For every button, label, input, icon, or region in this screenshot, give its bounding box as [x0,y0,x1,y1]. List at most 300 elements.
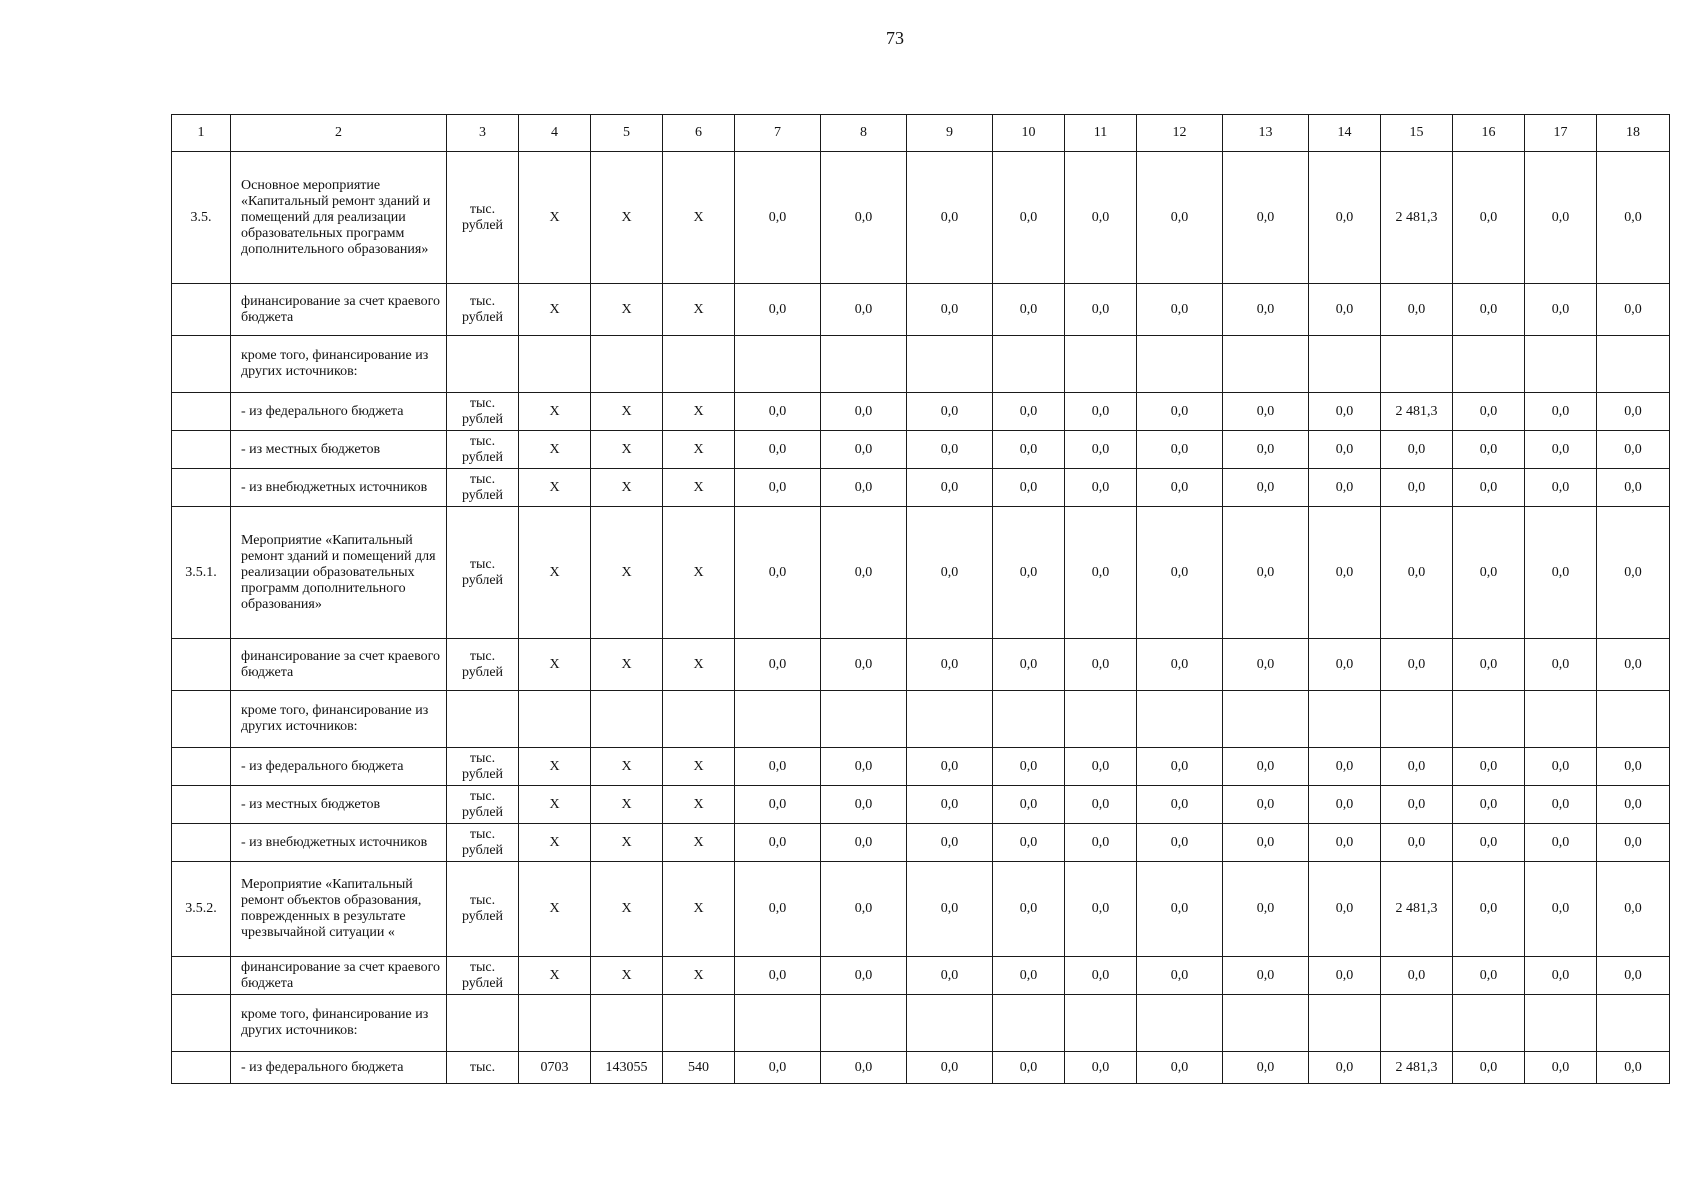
row-value-cell: 0,0 [821,957,907,995]
row-value-cell: 0,0 [1381,824,1453,862]
row-value-cell: 0,0 [1137,957,1223,995]
row-value-cell: 0,0 [907,748,993,786]
row-code-cell: X [519,786,591,824]
row-value-cell [821,691,907,748]
row-unit-cell: тыс. рублей [447,862,519,957]
table-row [172,469,1670,507]
row-value-cell: 0,0 [1453,152,1525,284]
row-value-cell: 0,0 [1309,507,1381,639]
row-value-cell: 0,0 [821,862,907,957]
row-value-cell [1381,691,1453,748]
row-value-cell: 0,0 [1453,748,1525,786]
row-value-cell: 0,0 [735,639,821,691]
table-row [172,995,1670,1052]
row-number-cell [172,824,231,862]
row-number-cell [172,431,231,469]
row-value-cell [907,336,993,393]
row-number-cell [172,284,231,336]
row-value-cell: 0,0 [1223,1052,1309,1084]
row-value-cell: 0,0 [1223,786,1309,824]
row-value-cell: 0,0 [1381,957,1453,995]
header-cell: 5 [591,115,663,152]
row-code-cell: 540 [663,1052,735,1084]
budget-table [171,114,1670,1084]
row-code-cell: X [663,469,735,507]
row-value-cell: 0,0 [1597,957,1670,995]
row-number-cell [172,1052,231,1084]
row-value-cell: 0,0 [821,469,907,507]
row-unit-cell: тыс. рублей [447,431,519,469]
row-value-cell: 0,0 [1597,393,1670,431]
row-code-cell: X [663,393,735,431]
row-value-cell: 0,0 [1065,507,1137,639]
row-value-cell: 0,0 [993,957,1065,995]
row-value-cell: 0,0 [821,1052,907,1084]
row-value-cell: 0,0 [1065,639,1137,691]
row-value-cell: 0,0 [1065,824,1137,862]
row-unit-cell: тыс. рублей [447,507,519,639]
row-value-cell: 0,0 [821,824,907,862]
row-value-cell: 0,0 [1525,1052,1597,1084]
header-cell: 10 [993,115,1065,152]
row-value-cell: 0,0 [1453,786,1525,824]
row-value-cell: 2 481,3 [1381,152,1453,284]
row-value-cell: 2 481,3 [1381,1052,1453,1084]
row-code-cell: X [663,152,735,284]
row-value-cell: 0,0 [1525,957,1597,995]
row-code-cell [591,691,663,748]
row-value-cell: 0,0 [993,393,1065,431]
row-description-cell: - из местных бюджетов [231,786,447,824]
row-value-cell: 0,0 [907,431,993,469]
row-value-cell [993,995,1065,1052]
header-cell: 15 [1381,115,1453,152]
row-code-cell [519,336,591,393]
row-code-cell [663,995,735,1052]
table-row [172,1052,1670,1084]
row-unit-cell: тыс. рублей [447,786,519,824]
row-value-cell [1065,995,1137,1052]
row-value-cell: 0,0 [993,507,1065,639]
row-value-cell: 0,0 [1137,431,1223,469]
row-value-cell: 0,0 [1309,824,1381,862]
row-value-cell: 0,0 [907,507,993,639]
row-value-cell: 0,0 [1525,507,1597,639]
row-value-cell: 0,0 [1137,393,1223,431]
row-number-cell [172,957,231,995]
row-value-cell: 0,0 [1309,284,1381,336]
row-code-cell: X [591,862,663,957]
header-cell: 3 [447,115,519,152]
row-value-cell: 0,0 [1137,862,1223,957]
table-row [172,957,1670,995]
row-code-cell: X [591,957,663,995]
table-row [172,824,1670,862]
row-value-cell: 0,0 [1597,152,1670,284]
row-value-cell: 0,0 [1525,786,1597,824]
row-code-cell: X [519,957,591,995]
row-description-cell: - из федерального бюджета [231,1052,447,1084]
row-value-cell: 0,0 [1525,824,1597,862]
row-value-cell: 0,0 [1065,393,1137,431]
row-value-cell: 0,0 [1381,507,1453,639]
row-value-cell: 0,0 [993,862,1065,957]
row-value-cell: 0,0 [993,748,1065,786]
row-value-cell: 0,0 [1453,393,1525,431]
row-value-cell: 0,0 [1453,431,1525,469]
row-value-cell: 0,0 [1065,152,1137,284]
row-description-cell: кроме того, финансирование из других источников: [231,336,447,393]
row-value-cell: 0,0 [1309,393,1381,431]
row-value-cell: 0,0 [1137,824,1223,862]
row-number-cell [172,336,231,393]
row-value-cell: 0,0 [993,152,1065,284]
row-value-cell: 0,0 [993,284,1065,336]
row-value-cell: 0,0 [1065,786,1137,824]
row-code-cell: X [591,639,663,691]
row-value-cell: 0,0 [1223,469,1309,507]
table-row [172,336,1670,393]
row-unit-cell: тыс. рублей [447,824,519,862]
row-value-cell: 0,0 [907,862,993,957]
row-value-cell: 0,0 [821,748,907,786]
row-number-cell [172,639,231,691]
row-value-cell [1065,336,1137,393]
header-cell: 12 [1137,115,1223,152]
row-code-cell: X [663,284,735,336]
row-value-cell [1223,691,1309,748]
row-number-cell [172,469,231,507]
row-value-cell: 0,0 [1525,152,1597,284]
row-value-cell [1453,995,1525,1052]
header-cell: 9 [907,115,993,152]
row-value-cell [1525,336,1597,393]
row-code-cell: X [519,748,591,786]
row-description-cell: - из федерального бюджета [231,748,447,786]
row-value-cell: 0,0 [735,284,821,336]
row-value-cell: 0,0 [821,152,907,284]
row-value-cell: 0,0 [1597,862,1670,957]
row-value-cell: 0,0 [1381,748,1453,786]
row-value-cell: 0,0 [993,469,1065,507]
row-code-cell [591,995,663,1052]
row-value-cell: 0,0 [993,431,1065,469]
row-code-cell: X [663,957,735,995]
row-value-cell: 0,0 [1453,824,1525,862]
row-value-cell: 0,0 [735,862,821,957]
row-value-cell: 0,0 [1453,469,1525,507]
row-value-cell: 0,0 [1597,431,1670,469]
header-cell: 17 [1525,115,1597,152]
header-cell: 8 [821,115,907,152]
row-code-cell [663,336,735,393]
row-value-cell [1137,691,1223,748]
row-value-cell: 0,0 [1223,507,1309,639]
row-value-cell: 0,0 [821,507,907,639]
row-value-cell [907,995,993,1052]
row-value-cell: 0,0 [735,957,821,995]
row-value-cell: 0,0 [1453,284,1525,336]
row-value-cell: 0,0 [1065,957,1137,995]
page-number: 73 [886,28,904,48]
row-code-cell: X [591,152,663,284]
row-value-cell: 0,0 [907,393,993,431]
row-value-cell [1597,336,1670,393]
row-value-cell: 0,0 [1381,284,1453,336]
row-value-cell [735,691,821,748]
row-value-cell: 0,0 [1309,862,1381,957]
row-code-cell: X [591,748,663,786]
row-description-cell: - из внебюджетных источников [231,469,447,507]
row-code-cell: X [663,824,735,862]
row-value-cell: 0,0 [735,1052,821,1084]
row-value-cell: 0,0 [1597,1052,1670,1084]
row-code-cell: X [663,639,735,691]
row-value-cell: 0,0 [993,824,1065,862]
row-value-cell [1309,995,1381,1052]
row-value-cell [1381,336,1453,393]
header-cell: 6 [663,115,735,152]
row-value-cell: 0,0 [1309,748,1381,786]
table-row [172,639,1670,691]
header-cell: 14 [1309,115,1381,152]
row-value-cell [907,691,993,748]
row-value-cell: 0,0 [735,393,821,431]
row-value-cell [735,995,821,1052]
row-value-cell: 0,0 [1381,469,1453,507]
row-code-cell: X [663,862,735,957]
header-cell: 16 [1453,115,1525,152]
row-value-cell: 0,0 [1137,1052,1223,1084]
table-row [172,393,1670,431]
row-value-cell: 0,0 [907,1052,993,1084]
row-value-cell: 0,0 [907,824,993,862]
header-cell: 11 [1065,115,1137,152]
row-value-cell: 2 481,3 [1381,393,1453,431]
table-row [172,786,1670,824]
row-value-cell: 0,0 [1137,284,1223,336]
row-value-cell: 0,0 [1137,152,1223,284]
row-value-cell: 0,0 [1453,1052,1525,1084]
table-row [172,152,1670,284]
header-cell: 4 [519,115,591,152]
row-description-cell: - из местных бюджетов [231,431,447,469]
row-value-cell [1453,336,1525,393]
row-code-cell: X [663,748,735,786]
header-cell: 1 [172,115,231,152]
row-value-cell [1597,691,1670,748]
table-body [172,115,1670,1084]
row-value-cell: 0,0 [1525,862,1597,957]
row-value-cell [1381,995,1453,1052]
row-value-cell: 0,0 [821,431,907,469]
row-unit-cell: тыс. рублей [447,393,519,431]
row-code-cell: X [663,786,735,824]
row-value-cell: 0,0 [821,284,907,336]
row-value-cell: 0,0 [1137,639,1223,691]
row-value-cell: 0,0 [1223,824,1309,862]
row-value-cell [1525,995,1597,1052]
row-value-cell: 0,0 [907,786,993,824]
row-code-cell: X [591,431,663,469]
row-value-cell: 0,0 [735,469,821,507]
row-unit-cell [447,995,519,1052]
row-code-cell: X [591,507,663,639]
row-value-cell: 0,0 [821,393,907,431]
row-unit-cell: тыс. рублей [447,748,519,786]
row-code-cell: X [519,824,591,862]
row-code-cell: X [519,639,591,691]
row-code-cell: X [663,431,735,469]
row-code-cell: X [591,284,663,336]
row-value-cell: 0,0 [1453,639,1525,691]
row-value-cell: 0,0 [821,786,907,824]
row-value-cell [1525,691,1597,748]
row-value-cell: 0,0 [1223,152,1309,284]
row-value-cell: 0,0 [1309,1052,1381,1084]
row-code-cell: X [591,786,663,824]
row-value-cell: 0,0 [1525,748,1597,786]
row-value-cell: 0,0 [735,786,821,824]
row-code-cell: X [519,152,591,284]
row-value-cell [1597,995,1670,1052]
header-row [172,115,1670,152]
row-code-cell: 0703 [519,1052,591,1084]
row-number-cell: 3.5. [172,152,231,284]
row-description-cell: кроме того, финансирование из других источников: [231,995,447,1052]
row-unit-cell [447,336,519,393]
row-value-cell: 0,0 [993,786,1065,824]
header-cell: 7 [735,115,821,152]
row-description-cell: финансирование за счет краевого бюджета [231,957,447,995]
row-value-cell: 0,0 [735,824,821,862]
row-code-cell [591,336,663,393]
table-row [172,748,1670,786]
row-value-cell: 0,0 [1137,469,1223,507]
row-value-cell: 0,0 [1065,862,1137,957]
row-value-cell: 0,0 [1137,507,1223,639]
row-value-cell: 0,0 [1137,786,1223,824]
row-value-cell: 0,0 [1381,639,1453,691]
row-value-cell: 0,0 [1525,431,1597,469]
row-value-cell: 0,0 [1381,786,1453,824]
table-row [172,691,1670,748]
row-value-cell [821,336,907,393]
row-code-cell: X [663,507,735,639]
table-row [172,862,1670,957]
row-value-cell: 0,0 [1597,639,1670,691]
row-code-cell: X [519,393,591,431]
row-value-cell: 0,0 [1065,469,1137,507]
row-value-cell: 0,0 [1223,748,1309,786]
row-value-cell: 0,0 [907,152,993,284]
row-description-cell: Основное мероприятие «Капитальный ремонт зданий и помещений для реализации образовательных программ дополнительного образования» [231,152,447,284]
row-value-cell [1223,995,1309,1052]
row-unit-cell: тыс. рублей [447,152,519,284]
row-value-cell [1065,691,1137,748]
row-unit-cell [447,691,519,748]
row-value-cell: 0,0 [821,639,907,691]
row-value-cell: 0,0 [1597,786,1670,824]
row-value-cell [1223,336,1309,393]
row-value-cell: 0,0 [1223,862,1309,957]
row-description-cell: - из федерального бюджета [231,393,447,431]
row-code-cell: X [519,431,591,469]
row-value-cell: 0,0 [1525,284,1597,336]
row-value-cell: 0,0 [1309,639,1381,691]
row-value-cell [993,336,1065,393]
row-code-cell: X [519,507,591,639]
row-unit-cell: тыс. [447,1052,519,1084]
row-value-cell: 0,0 [1453,957,1525,995]
row-value-cell: 0,0 [1597,507,1670,639]
row-value-cell: 0,0 [1065,431,1137,469]
row-code-cell: X [591,469,663,507]
row-number-cell: 3.5.2. [172,862,231,957]
row-description-cell: Мероприятие «Капитальный ремонт объектов образования, поврежденных в результате чрезвычайной ситуации « [231,862,447,957]
row-value-cell: 0,0 [1309,957,1381,995]
row-value-cell: 0,0 [1525,469,1597,507]
row-value-cell: 0,0 [993,639,1065,691]
header-cell: 2 [231,115,447,152]
row-code-cell: X [519,469,591,507]
row-value-cell: 0,0 [907,957,993,995]
row-value-cell: 0,0 [1309,786,1381,824]
row-value-cell: 0,0 [1453,862,1525,957]
row-code-cell: X [519,862,591,957]
row-number-cell: 3.5.1. [172,507,231,639]
row-description-cell: кроме того, финансирование из других источников: [231,691,447,748]
row-number-cell [172,995,231,1052]
row-value-cell: 0,0 [1223,284,1309,336]
row-value-cell: 0,0 [1597,824,1670,862]
table-row [172,431,1670,469]
row-value-cell [1137,336,1223,393]
header-cell: 18 [1597,115,1670,152]
row-value-cell: 0,0 [735,152,821,284]
row-value-cell: 0,0 [1223,431,1309,469]
row-value-cell: 0,0 [907,639,993,691]
row-number-cell [172,691,231,748]
header-cell: 13 [1223,115,1309,152]
row-value-cell: 0,0 [1597,284,1670,336]
row-unit-cell: тыс. рублей [447,284,519,336]
row-value-cell: 0,0 [735,507,821,639]
row-unit-cell: тыс. рублей [447,957,519,995]
row-value-cell: 0,0 [1525,639,1597,691]
row-number-cell [172,786,231,824]
row-value-cell [1137,995,1223,1052]
row-code-cell: X [591,393,663,431]
row-value-cell: 0,0 [1309,152,1381,284]
row-value-cell: 0,0 [1137,748,1223,786]
row-value-cell: 0,0 [1065,1052,1137,1084]
table-row [172,507,1670,639]
row-value-cell [1309,336,1381,393]
row-value-cell: 0,0 [993,1052,1065,1084]
row-code-cell [519,995,591,1052]
row-value-cell: 0,0 [1309,431,1381,469]
row-value-cell: 0,0 [1065,748,1137,786]
row-value-cell: 0,0 [1381,431,1453,469]
row-value-cell: 0,0 [1597,469,1670,507]
row-value-cell: 0,0 [1223,639,1309,691]
row-description-cell: - из внебюджетных источников [231,824,447,862]
row-value-cell [1309,691,1381,748]
row-value-cell: 0,0 [1223,393,1309,431]
row-unit-cell: тыс. рублей [447,469,519,507]
row-unit-cell: тыс. рублей [447,639,519,691]
